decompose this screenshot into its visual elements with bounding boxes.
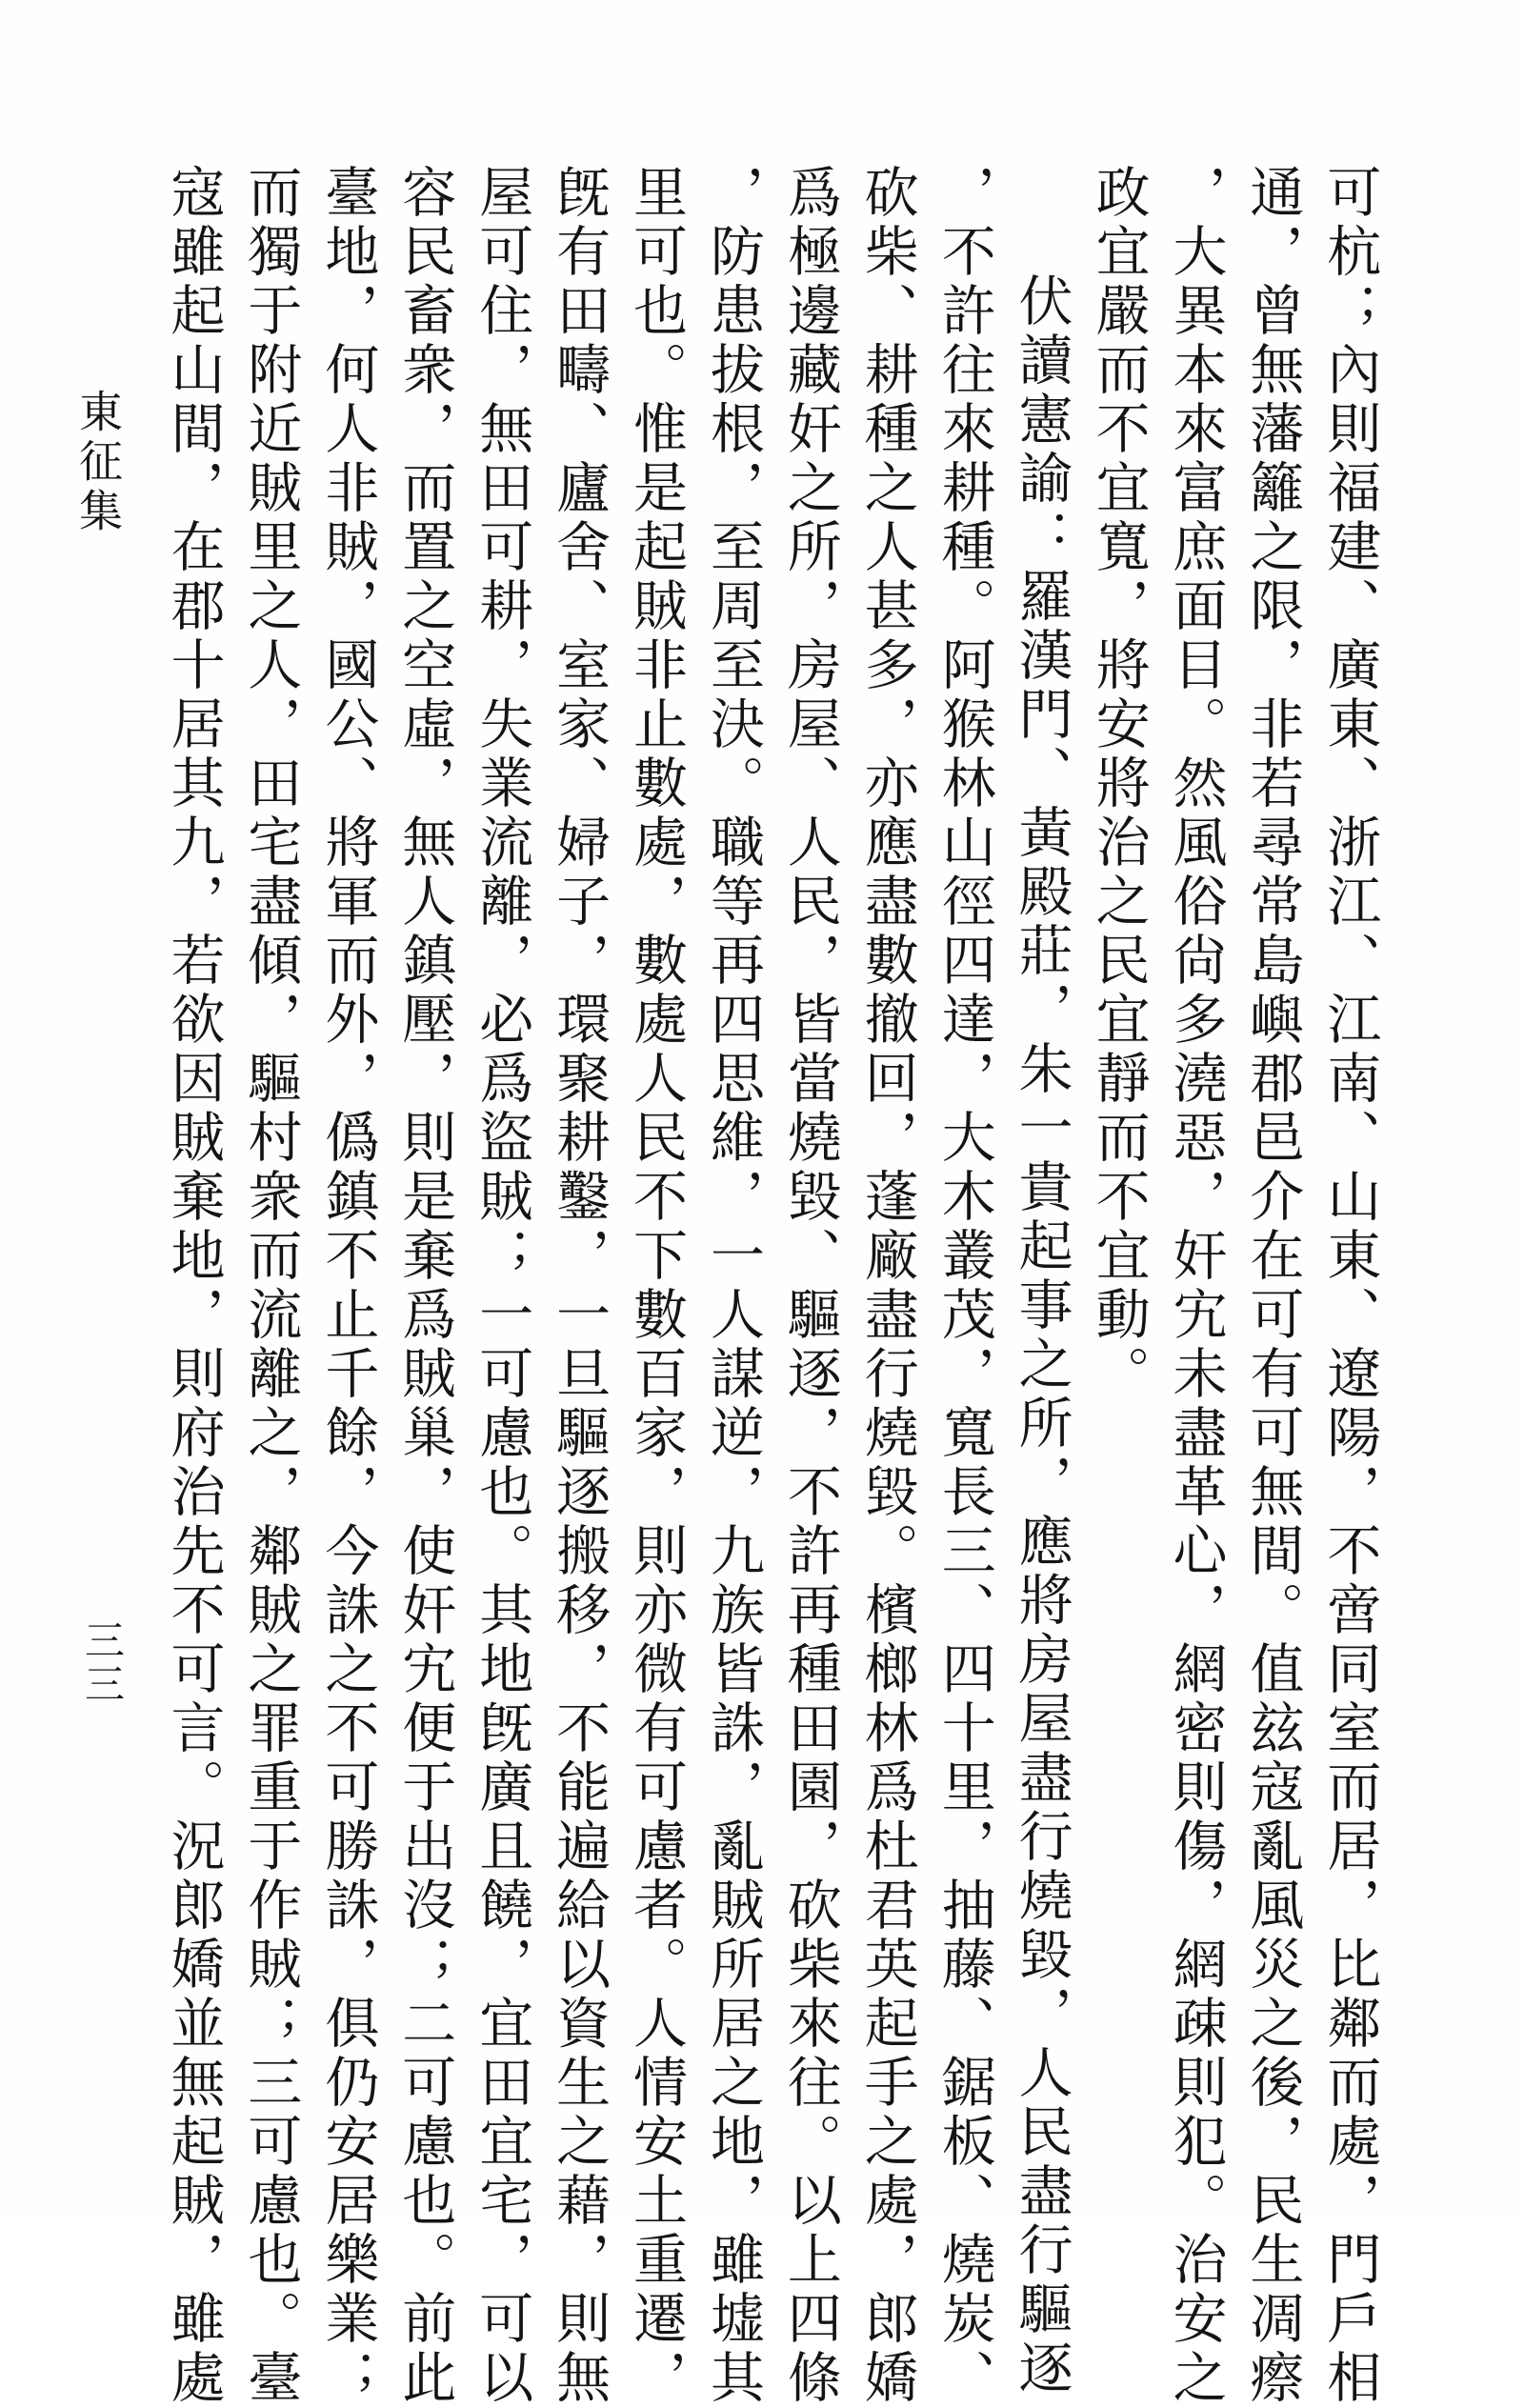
text-column: 通，曾無藩籬之限，非若尋常島嶼郡邑介在可有可無間。值玆寇亂風災之後，民生凋瘵: [1240, 164, 1304, 2408]
text-column: 可杭；內則福建、廣東、浙江、江南、山東、遼陽，不啻同室而居，比鄰而處，門戶相: [1317, 164, 1381, 2408]
text-column: 旣有田疇、廬舍、室家、婦子，環聚耕鑿，一旦驅逐搬移，不能遍給以資生之藉，則無: [547, 164, 611, 2408]
text-column: 寇雖起山間，在郡十居其九，若欲因賊棄地，則府治先不可言。況郎嬌並無起賊，雖處: [162, 164, 225, 2408]
page-number: 三三: [79, 1619, 126, 1707]
text-column: 政宜嚴而不宜寬，將安將治之民宜靜而不宜動。: [1087, 164, 1151, 1404]
text-column: ，不許往來耕種。阿猴林山徑四達，大木叢茂，寬長三、四十里，抽藤、鋸板、燒炭、: [932, 164, 996, 2408]
text-column: 容民畜衆，而置之空虛，無人鎮壓，則是棄爲賊巢，使奸宄便于出沒；二可慮也。前此: [392, 164, 456, 2408]
body-text: [162, 164, 1381, 2408]
text-column: 而獨于附近賊里之人，田宅盡傾，驅村衆而流離之，鄰賊之罪重于作賊；三可慮也。臺: [238, 164, 302, 2408]
text-column: 爲極邊藏奸之所，房屋、人民，皆當燒毀、驅逐，不許再種田園，砍柴來往。以上四條: [778, 164, 842, 2408]
text-column: 屋可住，無田可耕，失業流離，必爲盜賊；一可慮也。其地旣廣且饒，宜田宜宅，可以: [470, 164, 533, 2408]
text-column: 里可也。惟是起賊非止數處，數處人民不下數百家，則亦微有可慮者。人情安土重遷，: [624, 164, 688, 2408]
text-column: ，大異本來富庶面目。然風俗尙多澆惡，奸宄未盡革心，網密則傷，網疎則犯。治安之: [1163, 164, 1227, 2408]
text-column: 臺地，何人非賊，國公、將軍而外，僞鎮不止千餘，今誅之不可勝誅，俱仍安居樂業；: [315, 164, 379, 2408]
text-column: ，防患拔根，至周至決。職等再四思維，一人謀逆，九族皆誅，亂賊所居之地，雖墟其: [701, 164, 765, 2408]
text-column: 砍柴、耕種之人甚多，亦應盡數撤回，蓬廠盡行燒毀。檳榔林爲杜君英起手之處，郎嬌: [855, 164, 919, 2408]
text-column: 伏讀憲諭：羅漢門、黃殿莊，朱一貴起事之所，應將房屋盡行燒毀，人民盡行驅逐: [1010, 272, 1073, 2398]
running-head: 東征集: [72, 389, 124, 537]
